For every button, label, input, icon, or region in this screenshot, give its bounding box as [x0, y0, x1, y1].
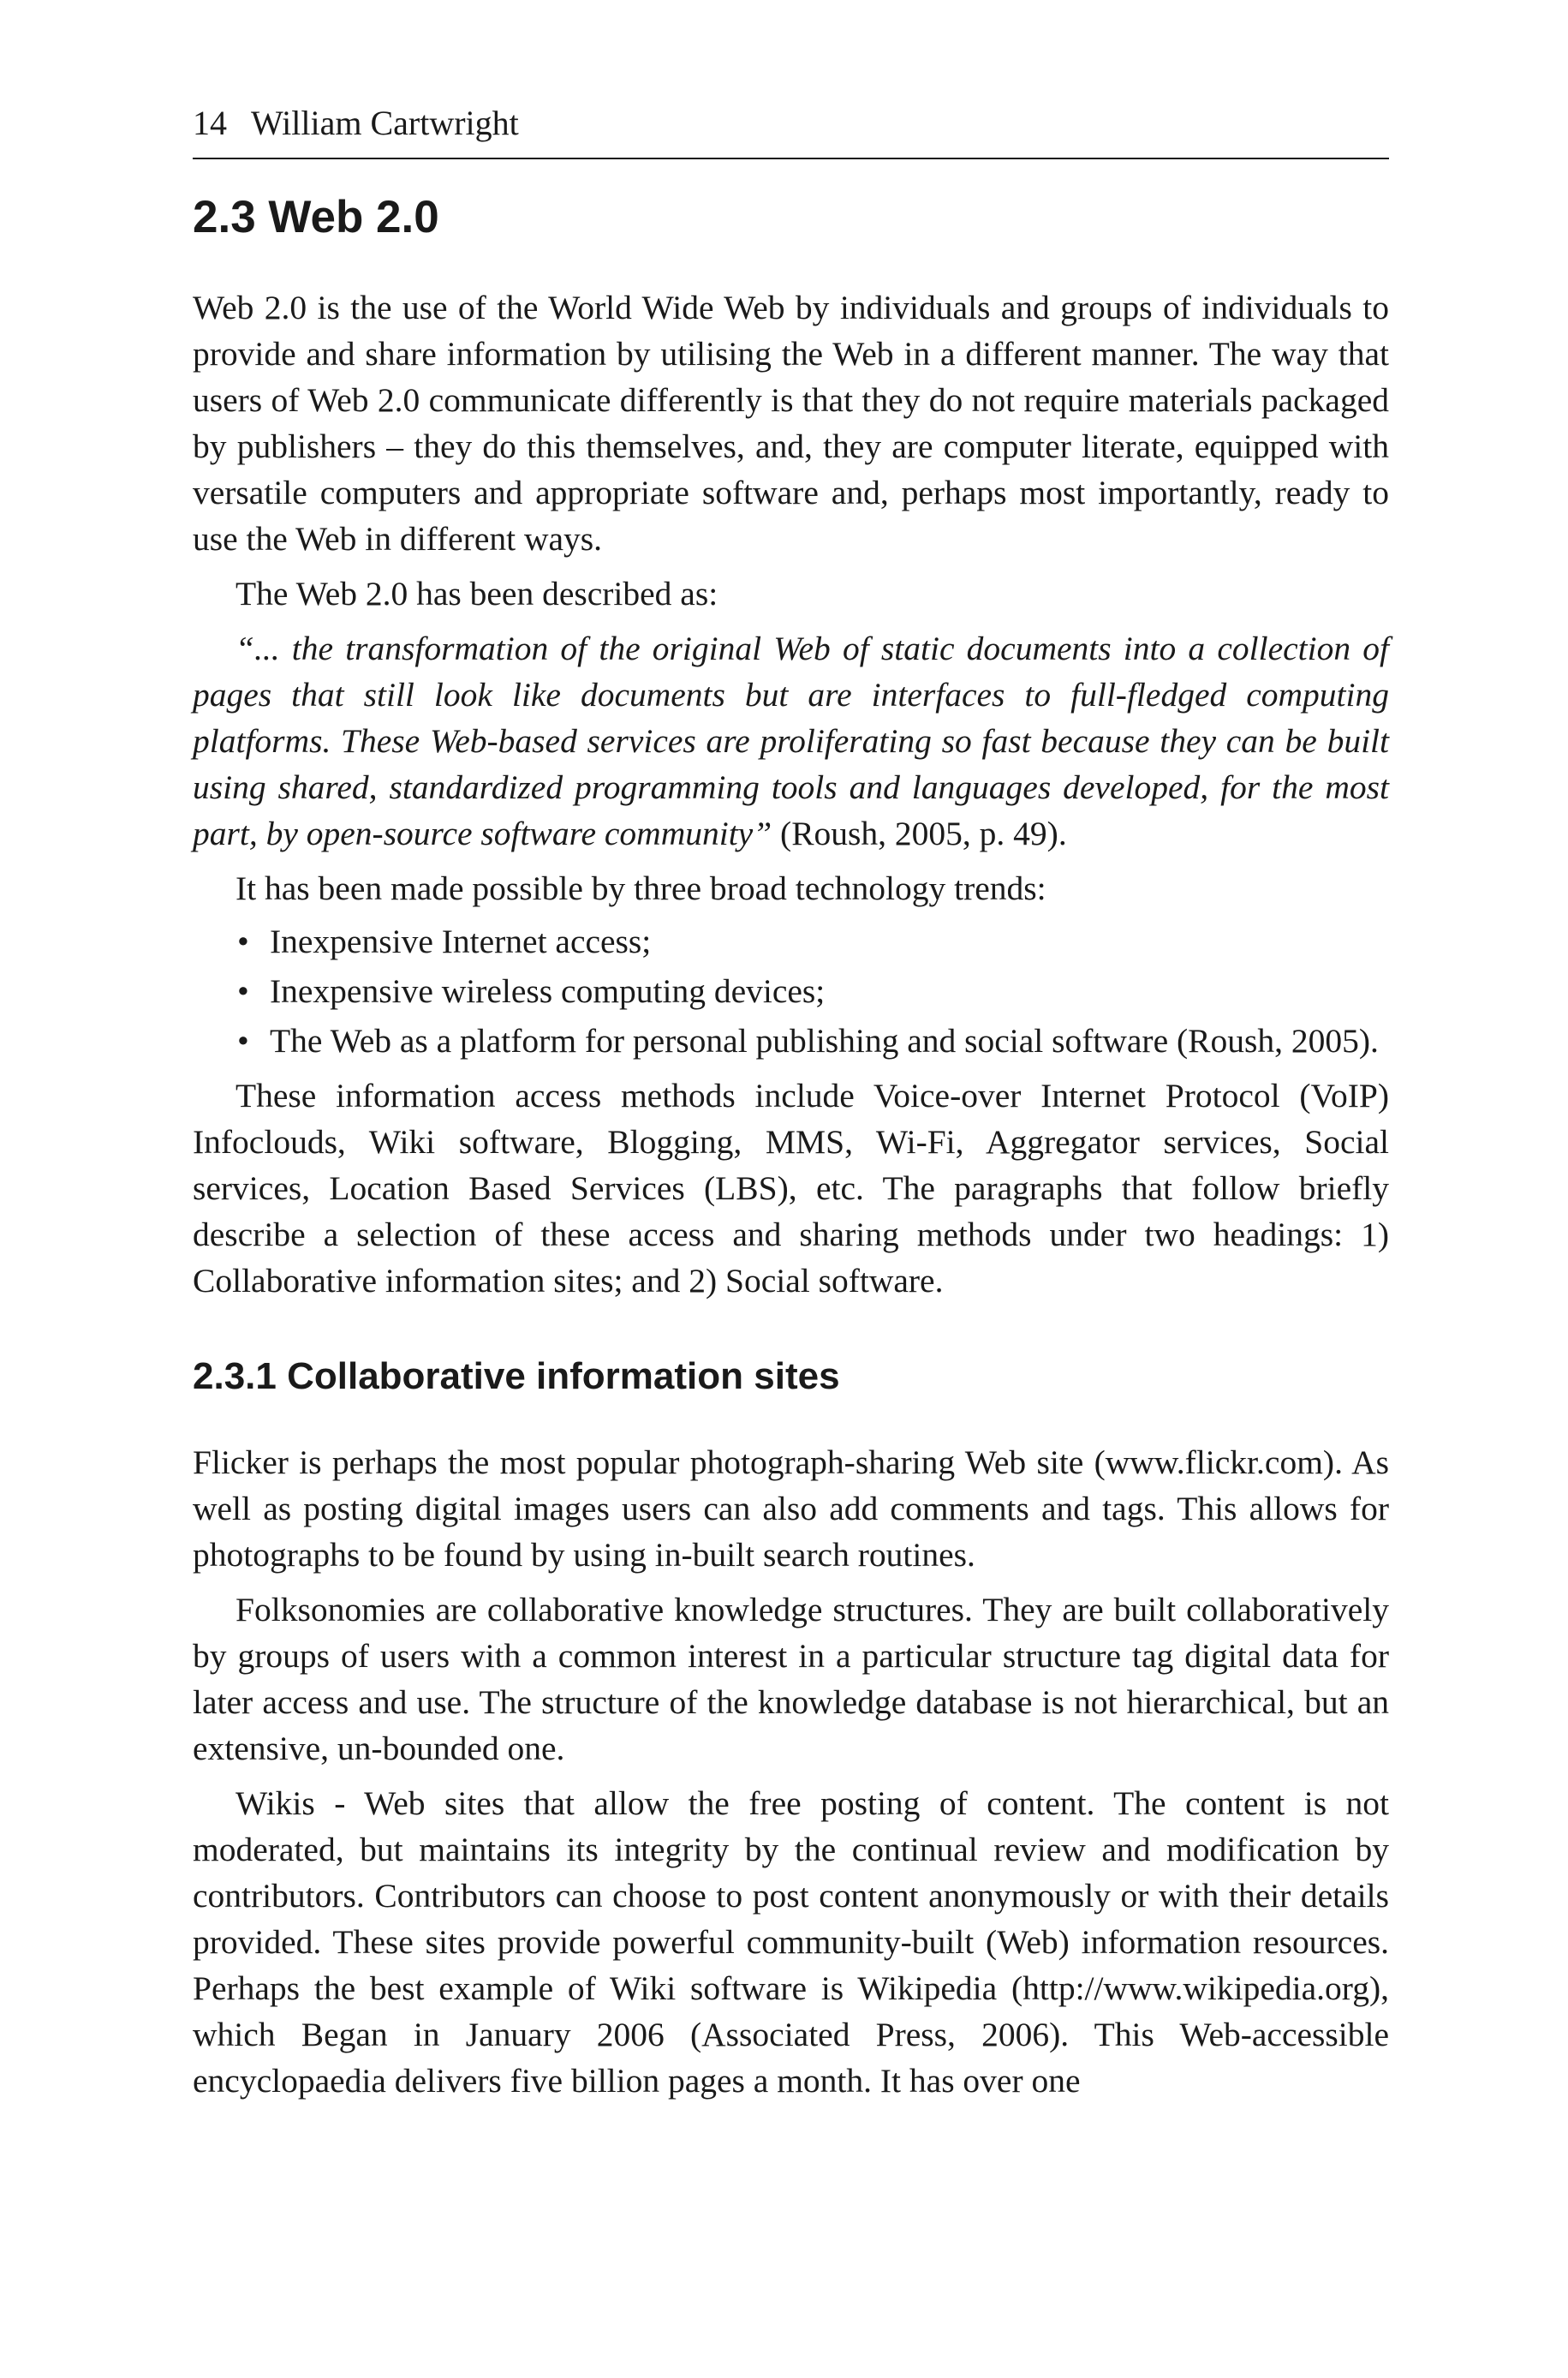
- block-quote: [193, 625, 1389, 857]
- page-number: 14: [193, 104, 227, 142]
- bullet-icon: •: [237, 923, 249, 960]
- paragraph: Folksonomies are collaborative knowledge structures. They are built collaboratively by groups of users with a common interest in a particular structure tag digital data for later access and use. The structure of the knowledge database is not hierarchical, but an extensive, un-bounded one.: [193, 1591, 1389, 1767]
- list-item-text: Inexpensive Internet access;: [270, 923, 652, 960]
- quote-citation: (Roush, 2005, p. 49).: [772, 815, 1067, 852]
- bullet-list: [193, 918, 1389, 1064]
- list-item-text: The Web as a platform for personal publishing and social software (Roush, 2005).: [270, 1022, 1379, 1060]
- page: [193, 103, 1389, 2104]
- paragraph: These information access methods include Voice-over Internet Protocol (VoIP) Infoclouds, Wiki software, Blogging, MMS, Wi-Fi, Aggregator services, Social services, Location Based Services (LBS), etc. The paragraphs that follow briefly describe a selection of these access and sharing methods under two headings: 1) Collaborative information sites; and 2) Social software.: [193, 1077, 1389, 1300]
- author-name: William Cartwright: [251, 104, 519, 142]
- quote-text: “... the transformation of the original Web of static documents into a collection of pages that still look like documents but are interfaces to full-fledged computing platforms. These Web-based services are proliferating so fast because they can be built using shared, standardized programming tools and languages developed, for the most part, by open-source software community”: [193, 630, 1389, 852]
- paragraph: Flicker is perhaps the most popular photograph-sharing Web site (www.flickr.com). As well as posting digital images users can also add comments and tags. This allows for photographs to be found by using in-built search routines.: [193, 1443, 1389, 1574]
- list-item: [193, 918, 1389, 965]
- list-item-text: Inexpensive wireless computing devices;: [270, 972, 826, 1010]
- paragraph: The Web 2.0 has been described as:: [235, 575, 718, 612]
- paragraph: It has been made possible by three broad technology trends:: [235, 869, 1046, 907]
- running-head: [193, 103, 1389, 159]
- bullet-icon: •: [237, 972, 249, 1010]
- paragraph: Web 2.0 is the use of the World Wide Web by individuals and groups of individuals to provide and share information by utilising the Web in a different manner. The way that users of Web 2.0 communicate differently is that they do not require materials packaged by publishers – they do this themselves, and, they are computer literate, equipped with versatile computers and appropriate software and, perhaps most importantly, ready to use the Web in different ways.: [193, 289, 1389, 558]
- subsection-title: 2.3.1 Collaborative information sites: [193, 1355, 840, 1397]
- list-item: [193, 1018, 1389, 1064]
- paragraph: Wikis - Web sites that allow the free posting of content. The content is not moderated, but maintains its integrity by the continual review and modification by contributors. Contributors can choose to post content anonymously or with their details provided. These sites provide powerful community-built (Web) information resources. Perhaps the best example of Wiki software is Wikipedia (http://www.wikipedia.org), which Began in January 2006 (Associated Press, 2006). This Web-accessible encyclopaedia delivers five billion pages a month. It has over one: [193, 1784, 1389, 2100]
- bullet-icon: •: [237, 1022, 249, 1060]
- list-item: [193, 968, 1389, 1014]
- section-title: 2.3 Web 2.0: [193, 192, 439, 242]
